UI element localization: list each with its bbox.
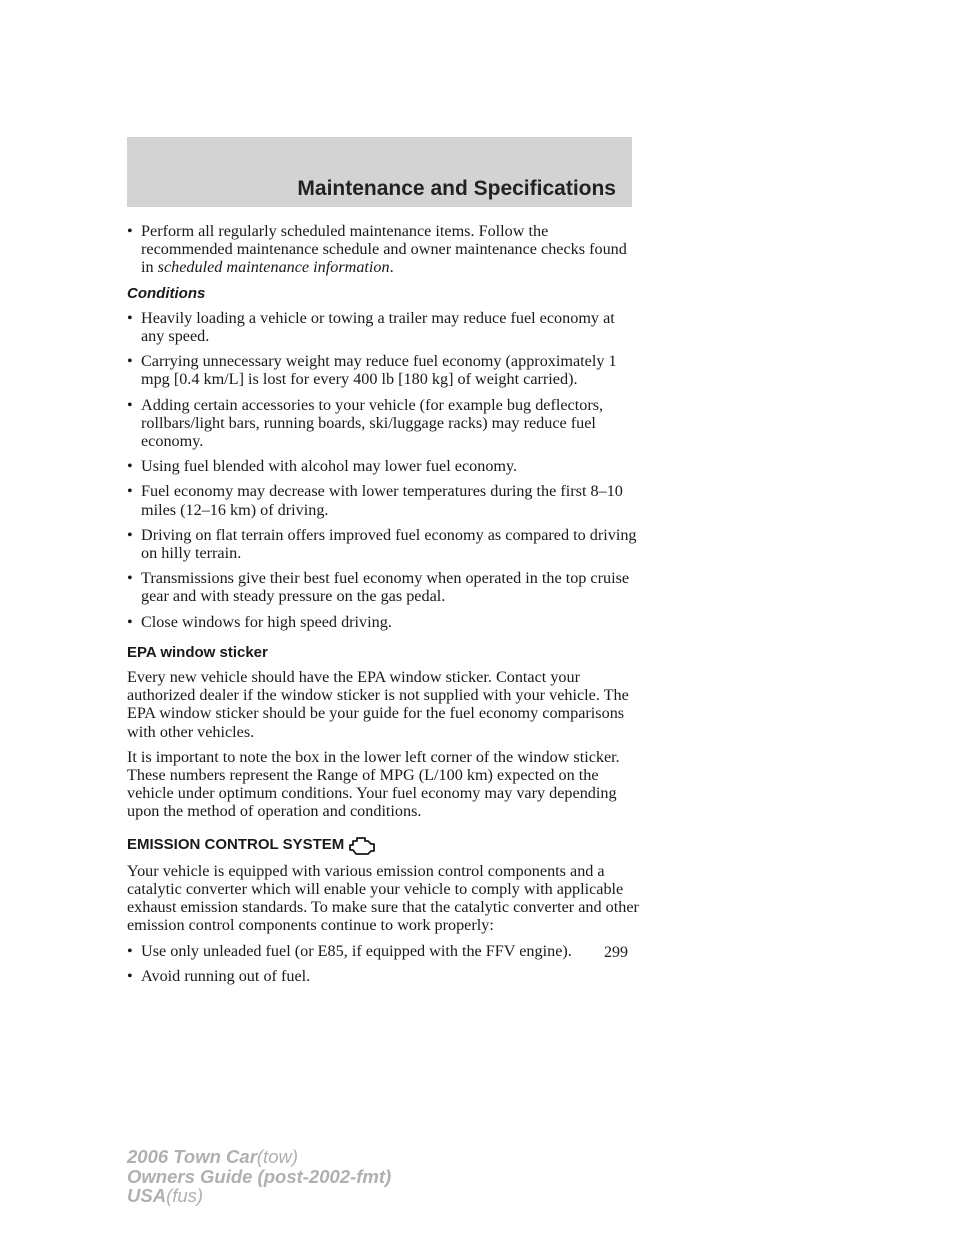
engine-icon [347, 835, 377, 857]
list-item [127, 396, 639, 451]
list-item-text: Avoid running out of fuel. [141, 966, 311, 985]
list-item-text: Close windows for high speed driving. [141, 612, 392, 631]
footer-line-2: Owners Guide (post-2002-fmt) [127, 1165, 392, 1187]
page-content [127, 222, 639, 992]
emission-list [127, 942, 639, 985]
list-item [127, 569, 639, 605]
cross-reference: scheduled maintenance information [157, 258, 390, 277]
emission-heading: EMISSION CONTROL SYSTEM [127, 836, 345, 854]
bullet-icon: • [127, 569, 133, 588]
page-number: 299 [604, 944, 628, 961]
list-item [127, 967, 639, 985]
bullet-icon: • [127, 966, 133, 985]
list-item-text: Transmissions give their best fuel economy when operated in the top cruise gear and with steady pressure on the gas pedal. [141, 569, 630, 606]
list-item-text: Perform all regularly scheduled maintenance items. Follow the recommended maintenance schedule and owner maintenance checks found in [141, 222, 627, 277]
bullet-icon: • [127, 482, 133, 501]
bullet-icon: • [127, 525, 133, 544]
bullet-icon: • [127, 941, 133, 960]
list-item-text: Driving on flat terrain offers improved fuel economy as compared to driving on hilly terrain. [141, 525, 637, 563]
list-item-text: Using fuel blended with alcohol may lower fuel economy. [141, 457, 518, 476]
epa-heading: EPA window sticker [127, 643, 268, 661]
footer-market: USA [127, 1185, 167, 1206]
list-item-text: Fuel economy may decrease with lower temperatures during the first 8–10 miles (12–16 km) of driving. [141, 482, 623, 519]
list-item-end: . [389, 258, 394, 277]
bullet-icon: • [127, 457, 133, 476]
footer-line-1 [127, 1147, 391, 1167]
footer-model: 2006 Town Car [127, 1146, 257, 1167]
section-header-band [127, 137, 632, 207]
list-item [127, 352, 639, 388]
list-item [127, 457, 639, 475]
bullet-icon: • [127, 222, 133, 240]
list-item [127, 309, 639, 345]
list-item-text: Heavily loading a vehicle or towing a trailer may reduce fuel economy at any speed. [141, 308, 615, 346]
epa-paragraph-1: Every new vehicle should have the EPA window sticker. Contact your authorized dealer if the window sticker is not supplied with your vehicle. The EPA window sticker should be your guide for the fuel economy comparisons with other vehicles. [127, 668, 629, 741]
document-footer [127, 1147, 391, 1206]
section-title: Maintenance and Specifications [297, 177, 616, 200]
conditions-heading: Conditions [127, 284, 206, 302]
conditions-list [127, 309, 639, 631]
footer-line-3 [127, 1186, 391, 1206]
footer-market-code: (fus) [166, 1185, 204, 1206]
list-item [127, 942, 639, 960]
list-item [127, 526, 639, 562]
emission-heading-row [127, 835, 639, 855]
list-item [127, 222, 639, 277]
footer-model-code: (tow) [256, 1146, 299, 1167]
list-item-text: Use only unleaded fuel (or E85, if equipped with the FFV engine). [141, 941, 572, 960]
list-item [127, 613, 639, 631]
bullet-icon: • [127, 352, 133, 371]
intro-bullet-list [127, 222, 639, 277]
list-item-text: Adding certain accessories to your vehicle (for example bug deflectors, rollbars/light bars, running boards, ski/luggage racks) may reduce fuel economy. [141, 395, 604, 451]
epa-paragraph-2: It is important to note the box in the lower left corner of the window sticker. These numbers represent the Range of MPG (L/100 km) expected on the vehicle under optimum conditions. Your fuel economy may vary depending upon the method of operation and conditions. [127, 747, 620, 821]
bullet-icon: • [127, 395, 133, 414]
bullet-icon: • [127, 612, 133, 631]
bullet-icon: • [127, 308, 133, 327]
emission-paragraph: Your vehicle is equipped with various emission control components and a catalytic converter which will enable your vehicle to comply with applicable exhaust emission standards. To make sure that the catalytic converter and other emission control components continue to work properly: [127, 861, 639, 935]
list-item [127, 482, 639, 518]
list-item-text: Carrying unnecessary weight may reduce fuel economy (approximately 1 mpg [0.4 km/L] is lost for every 400 lb [180 kg] of weight carried). [141, 352, 617, 389]
